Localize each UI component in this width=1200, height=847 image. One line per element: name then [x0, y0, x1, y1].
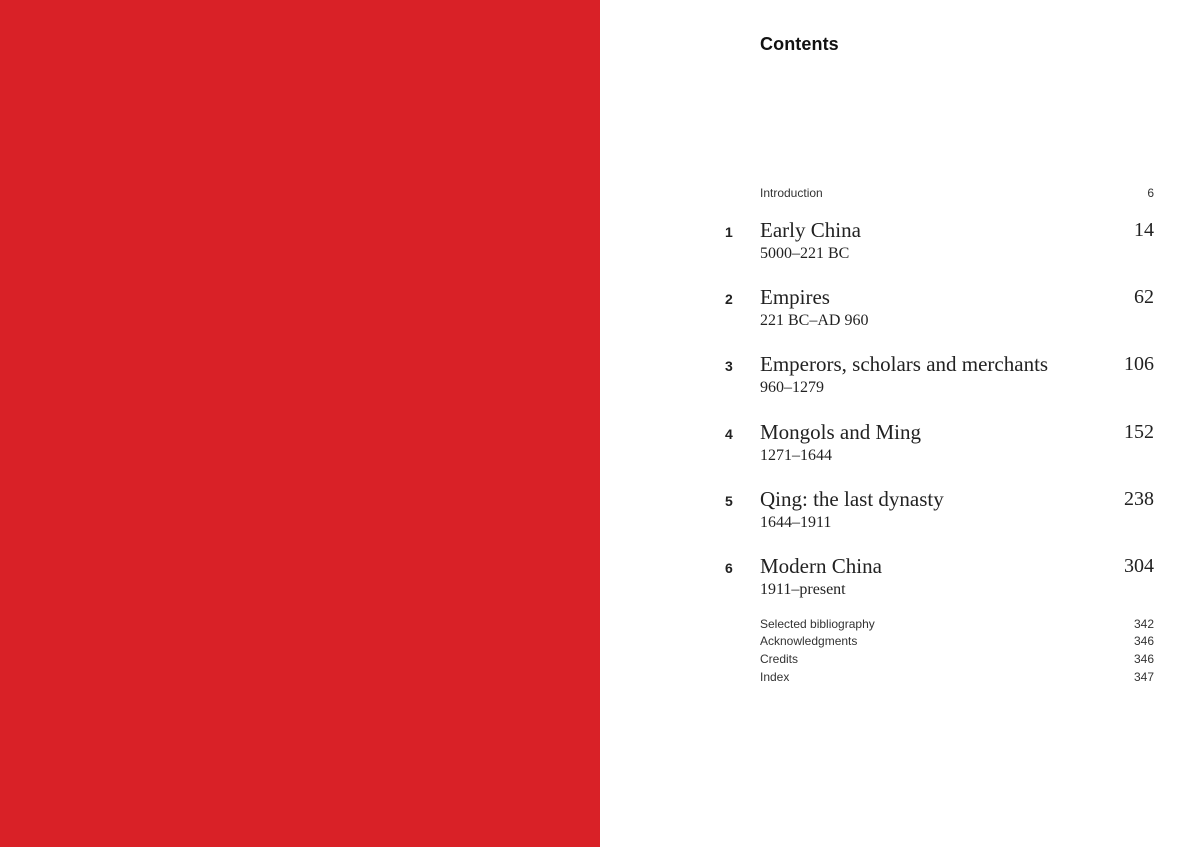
entry-title: Acknowledgments [760, 634, 858, 648]
chapter-dates: 1911–present [760, 581, 846, 598]
toc-entry-acknowledgments[interactable] [760, 634, 1154, 650]
entry-title: Index [760, 670, 790, 684]
entry-title: Introduction [760, 186, 823, 200]
entry-page-number: 347 [1133, 670, 1154, 684]
toc-chapter-4[interactable] [720, 420, 1154, 470]
chapter-page-number: 106 [1124, 353, 1154, 375]
entry-page-number: 346 [1133, 634, 1154, 648]
entry-page-number: 6 [1147, 186, 1154, 200]
chapter-number: 2 [725, 291, 733, 307]
toc-entry-index[interactable] [760, 670, 1154, 686]
toc-chapter-3[interactable] [720, 352, 1154, 402]
entry-page-number: 342 [1133, 617, 1154, 631]
toc-entry-bibliography[interactable] [760, 617, 1154, 633]
chapter-number: 4 [725, 426, 733, 442]
toc-chapter-5[interactable] [720, 487, 1154, 537]
chapter-page-number: 238 [1124, 488, 1154, 510]
toc-entry-credits[interactable] [760, 652, 1154, 668]
toc-chapter-2[interactable] [720, 285, 1154, 335]
chapter-number: 5 [725, 493, 733, 509]
chapter-title: Emperors, scholars and merchants [760, 352, 1049, 376]
chapter-number: 3 [725, 358, 733, 374]
table-of-contents-page [600, 0, 1200, 847]
page-title: Contents [760, 34, 839, 54]
chapter-title: Early China [760, 218, 861, 242]
chapter-number: 6 [725, 560, 733, 576]
entry-title: Selected bibliography [760, 617, 875, 631]
chapter-title: Empires [760, 285, 830, 309]
chapter-dates: 1271–1644 [760, 447, 832, 464]
entry-page-number: 346 [1133, 652, 1154, 666]
toc-entry-introduction[interactable] [760, 186, 1154, 202]
toc-chapter-1[interactable] [720, 218, 1154, 268]
chapter-page-number: 304 [1124, 555, 1154, 577]
entry-title: Credits [760, 652, 799, 666]
chapter-page-number: 14 [1134, 219, 1154, 241]
chapter-page-number: 62 [1134, 286, 1154, 308]
chapter-title: Mongols and Ming [760, 420, 922, 444]
chapter-title: Qing: the last dynasty [760, 487, 944, 511]
chapter-title: Modern China [760, 554, 882, 578]
chapter-dates: 221 BC–AD 960 [760, 312, 869, 329]
toc-chapter-6[interactable] [720, 554, 1154, 604]
chapter-dates: 960–1279 [760, 379, 824, 396]
chapter-page-number: 152 [1124, 421, 1154, 443]
chapter-number: 1 [725, 224, 733, 240]
chapter-dates: 5000–221 BC [760, 245, 850, 262]
chapter-dates: 1644–1911 [760, 514, 832, 531]
